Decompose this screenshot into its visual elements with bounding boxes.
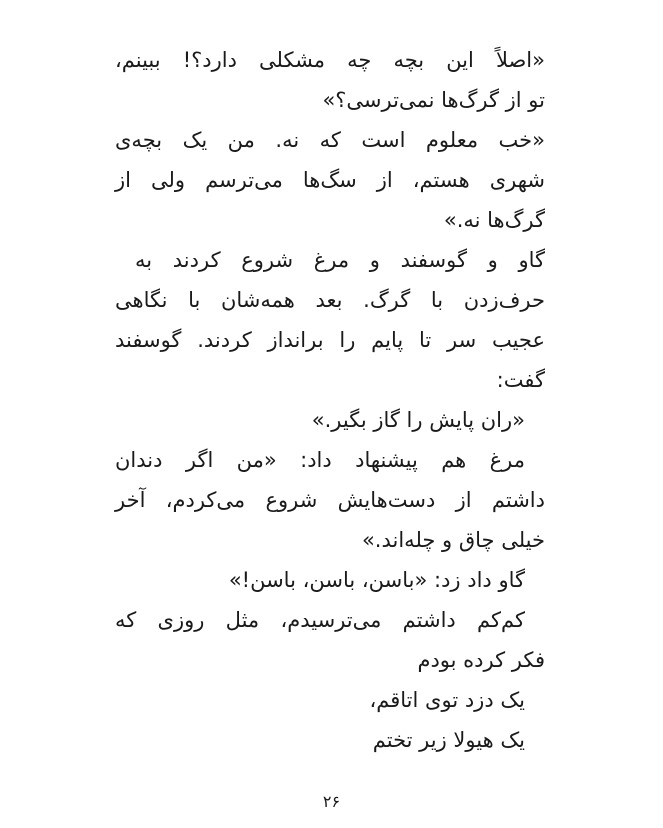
page-number: ۲۶ <box>322 792 341 811</box>
text-line: تو از گرگ‌ها نمی‌ترسی؟» <box>322 88 545 112</box>
text-line: «خب معلوم است که نه. من یک بچه‌ی <box>115 128 545 152</box>
text-line: عجیب سر تا پایم را برانداز کردند. گوسفند <box>115 328 545 352</box>
text-line: فکر کرده بودم <box>417 648 545 672</box>
text-line: کم‌کم داشتم می‌ترسیدم، مثل روزی که <box>115 608 525 632</box>
text-line: مرغ هم پیشنهاد داد: «من اگر دندان <box>115 448 525 472</box>
text-line: داشتم از دست‌هایش شروع می‌کردم، آخر <box>115 488 545 512</box>
text-line: گاو داد زد: «باسن، باسن، باسن!» <box>228 568 525 592</box>
text-line: حرف‌زدن با گرگ. بعد همه‌شان با نگاهی <box>115 288 545 312</box>
text-line: خیلی چاق و چله‌اند.» <box>361 528 545 552</box>
text-line: گاو و گوسفند و مرغ شروع کردند به <box>135 248 545 272</box>
text-line: گفت: <box>496 368 545 392</box>
text-line: یک دزد توی اتاقم، <box>369 688 525 712</box>
text-line: یک هیولا زیر تختم <box>372 728 525 752</box>
text-line: شهری هستم، از سگ‌ها می‌ترسم ولی از <box>115 168 545 192</box>
text-line: گرگ‌ها نه.» <box>443 208 545 232</box>
text-line: «اصلاً این بچه چه مشکلی دارد؟! ببینم، <box>115 48 545 72</box>
text-line: «ران پایش را گاز بگیر.» <box>311 408 525 432</box>
